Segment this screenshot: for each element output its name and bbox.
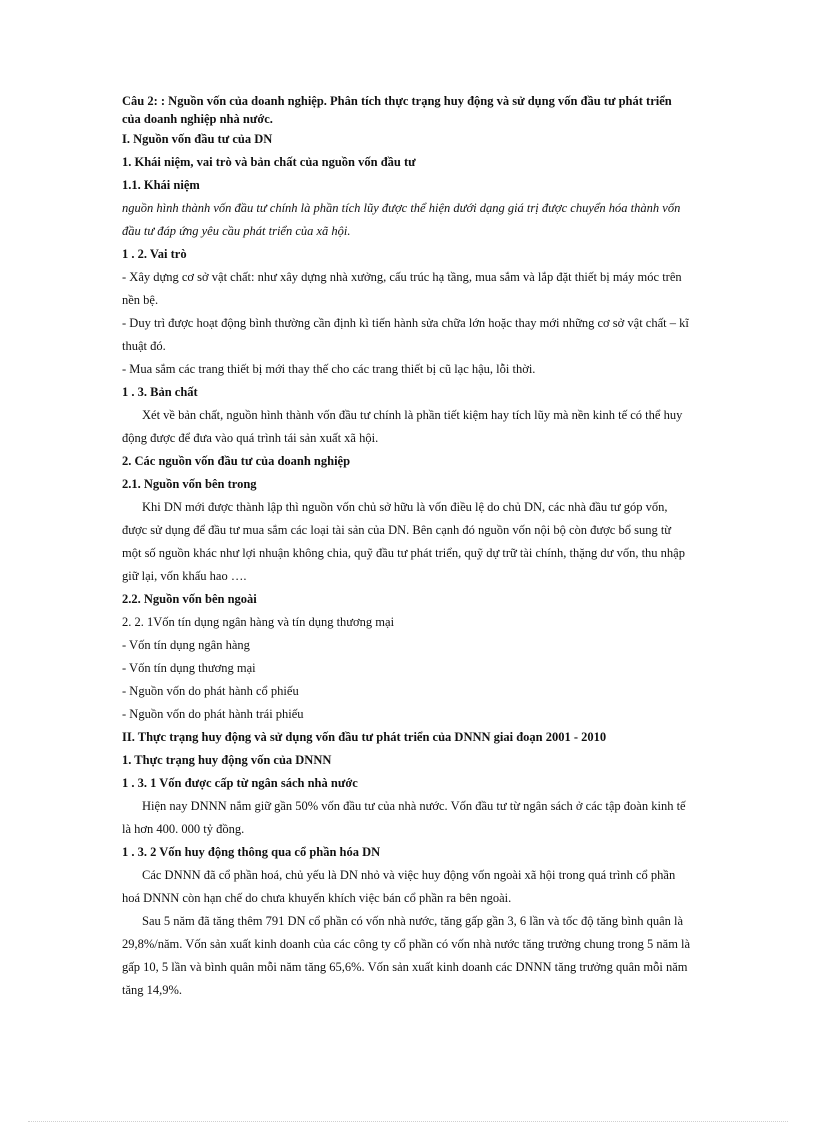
question-heading: Câu 2: : Nguồn vốn của doanh nghiệp. Phân tích thực trạng huy động và sử dụng vốn đầu tư phát triển của doanh nghiệp nhà nước. xyxy=(122,94,672,126)
role-item-3: - Mua sắm các trang thiết bị mới thay thế cho các trang thiết bị cũ lạc hậu, lỗi thời. xyxy=(122,362,536,376)
page-bottom-rule xyxy=(28,1121,788,1122)
external-item-3: - Vốn tín dụng thương mại xyxy=(122,661,256,675)
paragraph-state-budget: Hiện nay DNNN nắm giữ gần 50% vốn đầu tư của nhà nước. Vốn đầu tư từ ngân sách ở các tập đoàn kinh tế là hơn 400. 000 tỷ đồng. xyxy=(122,799,686,836)
heading-1-3-2: 1 . 3. 2 Vốn huy động thông qua cổ phần hóa DN xyxy=(122,845,381,859)
heading-2-1: 2.1. Nguồn vốn bên trong xyxy=(122,477,257,491)
role-item-1: - Xây dựng cơ sở vật chất: như xây dựng nhà xưởng, cấu trúc hạ tầng, mua sắm và lắp đặt thiết bị máy móc trên nền bệ. xyxy=(122,270,682,307)
document-body xyxy=(122,92,692,1002)
external-item-5: - Nguồn vốn do phát hành trái phiếu xyxy=(122,707,304,721)
heading-1: 1. Khái niệm, vai trò và bản chất của nguồn vốn đầu tư xyxy=(122,155,416,169)
heading-1-3-1: 1 . 3. 1 Vốn được cấp từ ngân sách nhà nước xyxy=(122,776,358,790)
heading-s2-1: 1. Thực trạng huy động vốn của DNNN xyxy=(122,753,332,767)
heading-1-1: 1.1. Khái niệm xyxy=(122,178,200,192)
external-item-4: - Nguồn vốn do phát hành cổ phiếu xyxy=(122,684,299,698)
section-1-title: I. Nguồn vốn đầu tư của DN xyxy=(122,132,273,146)
heading-1-3: 1 . 3. Bản chất xyxy=(122,385,198,399)
role-item-2: - Duy trì được hoạt động bình thường cần định kì tiến hành sửa chữa lớn hoặc thay mới những cơ sở vật chất – kĩ thuật đó. xyxy=(122,316,689,353)
heading-2: 2. Các nguồn vốn đầu tư của doanh nghiệp xyxy=(122,454,351,468)
paragraph-equitization-a: Các DNNN đã cổ phần hoá, chủ yếu là DN nhỏ và việc huy động vốn ngoài xã hội trong quá trình cổ phần hoá DNNN còn hạn chế do chưa khuyến khích việc bán cổ phần ra bên ngoài. xyxy=(122,868,676,905)
paragraph-nature: Xét về bản chất, nguồn hình thành vốn đầu tư chính là phần tiết kiệm hay tích lũy mà nền kinh tế có thể huy động được để đưa vào quá trình tái sản xuất xã hội. xyxy=(122,408,683,445)
external-item-2: - Vốn tín dụng ngân hàng xyxy=(122,638,250,652)
heading-2-2: 2.2. Nguồn vốn bên ngoài xyxy=(122,592,257,606)
external-item-1: 2. 2. 1Vốn tín dụng ngân hàng và tín dụng thương mại xyxy=(122,615,395,629)
heading-1-2: 1 . 2. Vai trò xyxy=(122,247,187,261)
paragraph-equitization-b: Sau 5 năm đã tăng thêm 791 DN cổ phần có vốn nhà nước, tăng gấp gần 3, 6 lần và tốc độ tăng bình quân là 29,8%/năm. Vốn sản xuất kinh doanh của các công ty cổ phần có vốn nhà nước tăng trưởng chung trong 5 năm là gấp 10, 5 lần và bình quân mỗi năm tăng 65,6%. Vốn sản xuất kinh doanh các DNNN tăng trưởng quân mỗi năm tăng 14,9%. xyxy=(122,914,691,997)
section-2-title: II. Thực trạng huy động và sử dụng vốn đầu tư phát triển của DNNN giai đoạn 2001 - 2010 xyxy=(122,730,607,744)
paragraph-internal-capital: Khi DN mới được thành lập thì nguồn vốn chủ sở hữu là vốn điều lệ do chủ DN, các nhà đầu tư góp vốn, được sử dụng để đầu tư mua sắm các loại tài sản của DN. Bên cạnh đó nguồn vốn nội bộ còn được bổ sung từ một số nguồn khác như lợi nhuận không chia, quỹ đầu tư phát triển, quỹ dự trữ tài chính, thặng dư vốn, thu nhập giữ lại, vốn khấu hao …. xyxy=(122,500,685,583)
paragraph-definition: nguồn hình thành vốn đầu tư chính là phần tích lũy được thể hiện dưới dạng giá trị được chuyển hóa thành vốn đầu tư đáp ứng yêu cầu phát triển của xã hội. xyxy=(122,201,681,238)
